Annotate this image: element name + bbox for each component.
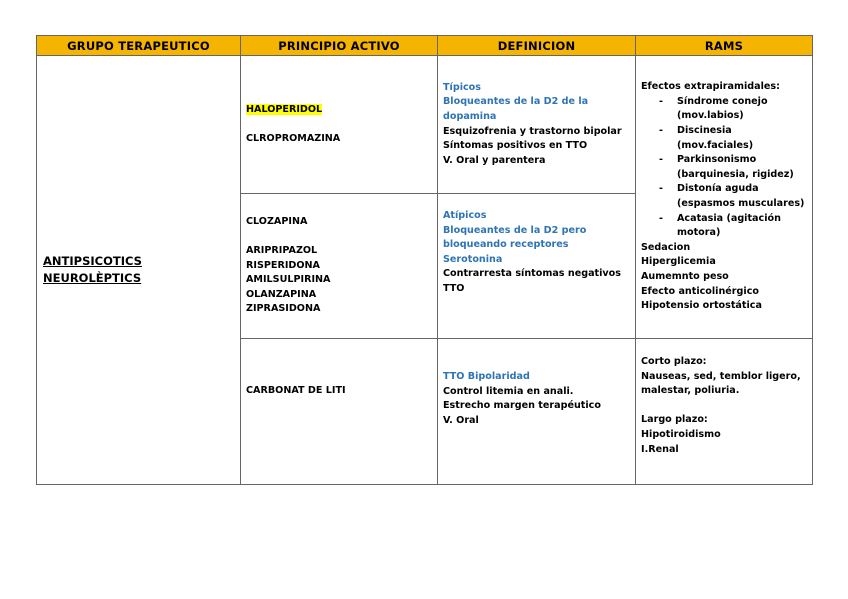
rams-line: I.Renal bbox=[641, 443, 679, 455]
definition-line: Contrarresta síntomas negativos bbox=[443, 268, 621, 280]
rams-line: Sedacion bbox=[641, 241, 691, 253]
definition-line: V. Oral y parentera bbox=[443, 154, 546, 166]
definition-class: Atípicos bbox=[443, 210, 487, 221]
list-item: - Discinesia (mov.faciales) bbox=[659, 125, 754, 151]
header-definicion: DEFINICION bbox=[438, 36, 636, 56]
rams-title: Efectos extrapiramidales: bbox=[641, 81, 780, 93]
definicion-cell bbox=[438, 339, 636, 485]
definition-line: Síntomas positivos en TTO bbox=[443, 140, 588, 152]
definition-mechanism: bloqueando receptores Serotonina bbox=[443, 239, 569, 265]
rams-line: Hipotensio ortostática bbox=[641, 300, 762, 312]
table-row bbox=[37, 56, 813, 194]
group-cell bbox=[37, 56, 241, 485]
rams-line: Largo plazo: bbox=[641, 414, 708, 426]
header-row bbox=[37, 36, 813, 56]
definition-line: Estrecho margen terapéutico bbox=[443, 400, 601, 412]
rams-line: malestar, poliuria. bbox=[641, 385, 740, 397]
group-name-line2: NEUROLÈPTICS bbox=[43, 271, 142, 285]
definition-line: Esquizofrenia y trastorno bipolar bbox=[443, 125, 622, 137]
list-item: - Síndrome conejo (mov.labios) bbox=[659, 95, 768, 122]
definition-class: Típicos bbox=[443, 81, 481, 93]
drug-table bbox=[36, 35, 813, 485]
definicion-cell bbox=[438, 194, 636, 339]
list-item: - Parkinsonismo (barquinesia, rigidez) bbox=[659, 154, 794, 180]
header-grupo: GRUPO TERAPEUTICO bbox=[37, 36, 241, 56]
rams-line: Nauseas, sed, temblor ligero, bbox=[641, 370, 801, 382]
rams-line: Hiperglicemia bbox=[641, 256, 716, 268]
rams-line: Hipotiroidismo bbox=[641, 428, 721, 440]
definition-line: TTO bbox=[443, 282, 465, 294]
drug-table-sheet bbox=[36, 35, 812, 485]
drug-name: RISPERIDONA bbox=[246, 259, 320, 271]
list-item: - Distonía aguda (espasmos musculares) bbox=[659, 183, 805, 209]
definition-mechanism: Bloqueantes de la D2 de la bbox=[443, 96, 589, 108]
drug-name-highlighted: HALOPERIDOL bbox=[246, 103, 323, 115]
drug-name: ZIPRASIDONA bbox=[246, 303, 321, 315]
rams-cell bbox=[636, 56, 813, 339]
rams-cell bbox=[636, 339, 813, 485]
drug-name: ARIPRIPAZOL bbox=[246, 245, 318, 257]
drug-name: CARBONAT DE LITI bbox=[246, 385, 346, 396]
rams-line: Corto plazo: bbox=[641, 356, 707, 367]
drug-name: OLANZAPINA bbox=[246, 288, 317, 300]
principio-cell bbox=[241, 56, 438, 194]
rams-bullet-list bbox=[641, 95, 808, 241]
principio-cell bbox=[241, 339, 438, 485]
definicion-cell bbox=[438, 56, 636, 194]
group-name-line1: ANTIPSICOTICS bbox=[43, 254, 142, 268]
rams-line: Efecto anticolinérgico bbox=[641, 285, 759, 297]
drug-name: AMILSULPIRINA bbox=[246, 274, 331, 286]
header-rams: RAMS bbox=[636, 36, 813, 56]
definition-mechanism: dopamina bbox=[443, 110, 497, 122]
rams-line: Aumemnto peso bbox=[641, 270, 729, 282]
header-principio: PRINCIPIO ACTIVO bbox=[241, 36, 438, 56]
definition-class: TTO Bipolaridad bbox=[443, 371, 530, 382]
list-item: - Acatasia (agitación motora) bbox=[659, 212, 781, 239]
principio-cell bbox=[241, 194, 438, 339]
definition-line: V. Oral bbox=[443, 414, 479, 426]
drug-name: CLOZAPINA bbox=[246, 215, 308, 227]
definition-line: Control litemia en anali. bbox=[443, 385, 574, 397]
drug-name: CLROPROMAZINA bbox=[246, 132, 341, 144]
definition-mechanism: Bloqueantes de la D2 pero bbox=[443, 224, 587, 236]
